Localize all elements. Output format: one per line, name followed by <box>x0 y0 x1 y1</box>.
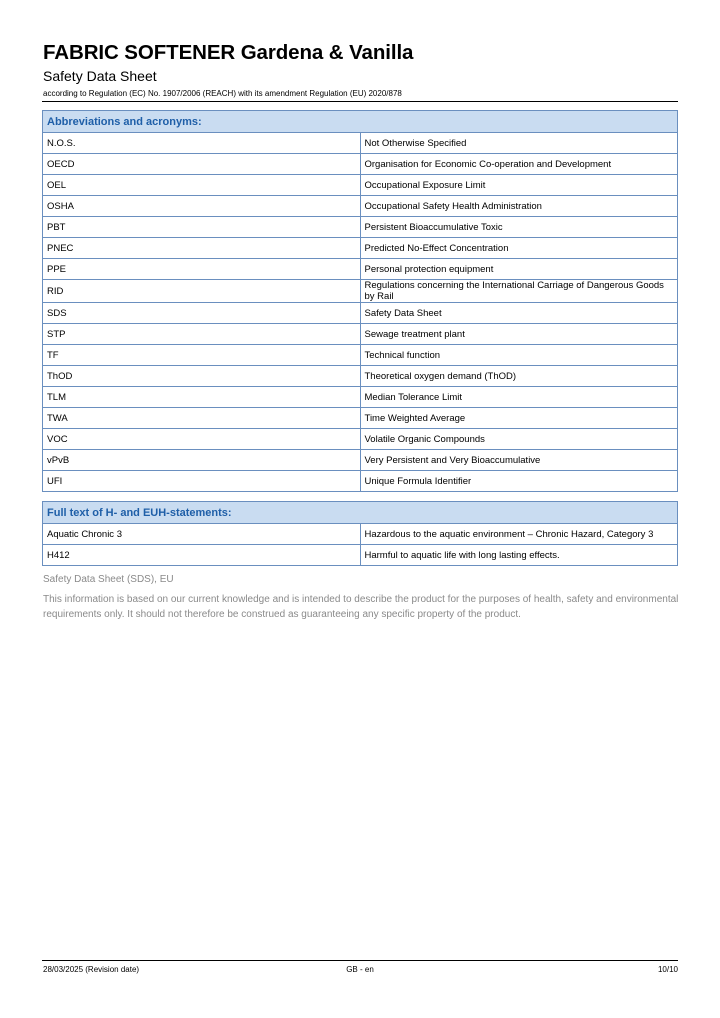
term-cell: UFI <box>43 471 361 492</box>
regulation-reference: according to Regulation (EC) No. 1907/2006 (REACH) with its amendment Regulation (EU) 2020/878 <box>43 89 402 98</box>
abbreviation-row <box>43 366 678 387</box>
definition-cell: Regulations concerning the International Carriage of Dangerous Goods by Rail <box>360 280 678 303</box>
term-cell: H412 <box>43 545 361 566</box>
term-cell: SDS <box>43 303 361 324</box>
term-cell: TLM <box>43 387 361 408</box>
definition-cell: Persistent Bioaccumulative Toxic <box>360 217 678 238</box>
abbreviation-row <box>43 408 678 429</box>
abbreviation-row <box>43 196 678 217</box>
revision-date: 28/03/2025 (Revision date) <box>43 965 140 974</box>
definition-cell: Theoretical oxygen demand (ThOD) <box>360 366 678 387</box>
abbreviation-row <box>43 471 678 492</box>
sds-footnote: Safety Data Sheet (SDS), EU <box>43 574 174 585</box>
term-cell: Aquatic Chronic 3 <box>43 524 361 545</box>
abbreviations-table <box>42 110 678 492</box>
abbreviation-row <box>43 450 678 471</box>
abbreviation-row <box>43 133 678 154</box>
definition-cell: Unique Formula Identifier <box>360 471 678 492</box>
term-cell: VOC <box>43 429 361 450</box>
h-statement-row <box>43 545 678 566</box>
term-cell: PNEC <box>43 238 361 259</box>
abbreviation-row <box>43 154 678 175</box>
term-cell: TF <box>43 345 361 366</box>
term-cell: OECD <box>43 154 361 175</box>
abbreviation-row <box>43 429 678 450</box>
disclaimer-text: This information is based on our current knowledge and is intended to describe the product for the purposes of health, safety and environmental requirements only. It should not therefore be construed as guaranteeing any specific property of the product. <box>43 594 679 620</box>
h-statements-table <box>42 501 678 566</box>
document-title: FABRIC SOFTENER Gardena & Vanilla <box>43 41 414 64</box>
definition-cell: Sewage treatment plant <box>360 324 678 345</box>
definition-cell: Occupational Safety Health Administration <box>360 196 678 217</box>
term-cell: N.O.S. <box>43 133 361 154</box>
term-cell: OSHA <box>43 196 361 217</box>
definition-cell: Median Tolerance Limit <box>360 387 678 408</box>
document-subtitle: Safety Data Sheet <box>43 68 157 84</box>
term-cell: TWA <box>43 408 361 429</box>
term-cell: ThOD <box>43 366 361 387</box>
term-cell: PPE <box>43 259 361 280</box>
abbreviations-heading-row <box>43 111 678 133</box>
abbreviation-row <box>43 324 678 345</box>
h-statements-heading-row <box>43 502 678 524</box>
definition-cell: Occupational Exposure Limit <box>360 175 678 196</box>
abbreviations-heading: Abbreviations and acronyms: <box>43 111 678 133</box>
term-cell: RID <box>43 280 361 303</box>
abbreviation-row <box>43 217 678 238</box>
locale-label: GB - en <box>346 965 374 974</box>
abbreviation-row <box>43 387 678 408</box>
abbreviation-row <box>43 238 678 259</box>
definition-cell: Organisation for Economic Co-operation and Development <box>360 154 678 175</box>
term-cell: OEL <box>43 175 361 196</box>
abbreviation-row <box>43 259 678 280</box>
abbreviation-row <box>43 175 678 196</box>
abbreviation-row <box>43 303 678 324</box>
page-number: 10/10 <box>657 965 678 974</box>
definition-cell: Technical function <box>360 345 678 366</box>
h-statements-heading: Full text of H- and EUH-statements: <box>43 502 678 524</box>
definition-cell: Volatile Organic Compounds <box>360 429 678 450</box>
definition-cell: Hazardous to the aquatic environment – Chronic Hazard, Category 3 <box>360 524 678 545</box>
abbreviation-row <box>43 280 678 303</box>
definition-cell: Safety Data Sheet <box>360 303 678 324</box>
term-cell: STP <box>43 324 361 345</box>
abbreviation-row <box>43 345 678 366</box>
definition-cell: Not Otherwise Specified <box>360 133 678 154</box>
term-cell: vPvB <box>43 450 361 471</box>
definition-cell: Time Weighted Average <box>360 408 678 429</box>
definition-cell: Predicted No-Effect Concentration <box>360 238 678 259</box>
definition-cell: Harmful to aquatic life with long lasting effects. <box>360 545 678 566</box>
definition-cell: Personal protection equipment <box>360 259 678 280</box>
header-divider <box>42 101 678 102</box>
definition-cell: Very Persistent and Very Bioaccumulative <box>360 450 678 471</box>
footer-divider <box>42 960 678 961</box>
term-cell: PBT <box>43 217 361 238</box>
h-statement-row <box>43 524 678 545</box>
